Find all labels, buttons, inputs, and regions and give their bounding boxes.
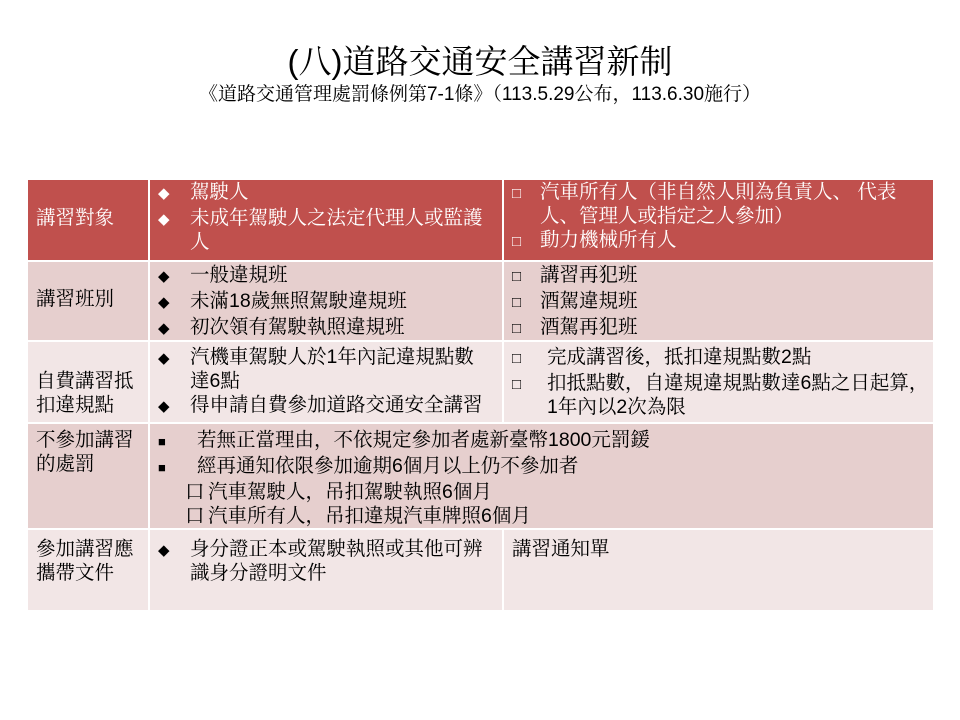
row-label-penalty [28,424,148,528]
slide-title: (八)道路交通安全講習新制 [287,43,673,80]
list-item [158,180,488,206]
list-item-text: 未滿18歲無照駕駛違規班 [190,290,407,312]
row-label-target [28,180,148,260]
diamond-bullet-icon: ◆ [158,211,170,228]
target-right-cell [504,180,933,260]
open-box-bullet-icon: 口 [185,481,205,503]
list-item-text: 完成講習後，抵扣違規點數2點 [547,346,812,368]
sub-list-item [185,480,925,504]
diamond-bullet-icon: ◆ [158,398,170,415]
box-bullet-icon: □ [512,294,522,311]
diamond-bullet-icon: ◆ [158,320,170,337]
penalty-cell [150,424,933,528]
list-item-text: 一般違規班 [190,264,288,286]
diamond-bullet-icon: ◆ [158,350,170,367]
self-paid-right-cell [504,342,933,422]
list-item-text: 初次領有駕駛執照違規班 [190,316,405,338]
list-item [512,315,933,340]
list-item [512,180,933,228]
list-item-text: 講習再犯班 [540,264,638,286]
row-label-class [28,262,148,340]
box-bullet-icon: □ [512,350,522,367]
box-bullet-icon: □ [512,185,522,202]
notice-text: 講習通知單 [512,538,610,560]
list-item [158,206,488,254]
list-item-text: 駕駛人 [190,181,249,203]
lecture-rules-table [28,180,933,610]
list-item-text: 汽車所有人（非自然人則為負責人、 代表人、管理人或指定之人參加） [540,181,897,227]
row-label-text: 講習班別 [36,288,115,310]
row-label-self-paid [28,342,148,422]
list-item [512,228,933,254]
diamond-bullet-icon: ◆ [158,542,170,559]
box-bullet-icon: □ [512,320,522,337]
list-item [512,263,933,289]
open-box-bullet-icon: 口 [185,505,205,527]
diamond-bullet-icon: ◆ [158,268,170,285]
diamond-bullet-icon: ◆ [158,185,170,202]
sub-list-item [185,504,925,528]
class-right-cell [504,262,933,340]
list-item-text: 動力機械所有人 [540,229,677,251]
class-left-cell [150,262,502,340]
black-square-bullet-icon: ■ [158,434,166,449]
slide-subtitle: 《道路交通管理處罰條例第7-1條》（113.5.29公布，113.6.30施行） [198,84,762,105]
row-label-text: 自費講習抵扣違規點 [36,370,134,416]
row-label-text: 不參加講習的處罰 [36,429,134,475]
list-item-text: 酒駕再犯班 [540,316,638,338]
box-bullet-icon: □ [512,376,522,393]
list-item [158,289,488,315]
row-label-documents [28,530,148,610]
documents-right-cell [504,530,933,610]
list-item [158,454,925,480]
documents-left-cell [150,530,502,610]
box-bullet-icon: □ [512,233,522,250]
box-bullet-icon: □ [512,268,522,285]
list-item [158,537,488,585]
list-item-text: 汽車駕駛人，吊扣駕駛執照6個月 [208,481,492,503]
list-item-text: 未成年駕駛人之法定代理人或監護人 [190,207,483,253]
row-label-text: 參加講習應攜帶文件 [36,538,134,584]
list-item [158,345,488,393]
list-item-text: 若無正當理由，不依規定參加者處新臺幣1800元罰鍰 [197,429,650,451]
self-paid-left-cell [150,342,502,422]
target-left-cell [150,180,502,260]
list-item-text: 得申請自費參加道路交通安全講習 [190,394,483,416]
black-square-bullet-icon: ■ [158,460,166,475]
list-item-text: 經再通知依限參加逾期6個月以上仍不參加者 [197,455,579,477]
list-item [512,289,933,315]
diamond-bullet-icon: ◆ [158,294,170,311]
list-item [158,315,488,340]
row-label-text: 講習對象 [36,207,115,229]
list-item [158,393,488,419]
list-item-text: 扣抵點數，自違規違規點數達6點之日起算，1年內以2次為限 [547,372,929,418]
list-item-text: 身分證正本或駕駛執照或其他可辨識身分證明文件 [190,538,483,584]
list-item-text: 酒駕違規班 [540,290,638,312]
list-item [158,428,925,454]
list-item-text: 汽機車駕駛人於1年內記違規點數達6點 [190,346,474,392]
list-item [512,345,933,371]
list-item [512,371,933,419]
list-item-text: 汽車所有人，吊扣違規汽車牌照6個月 [208,505,531,527]
list-item [158,263,488,289]
